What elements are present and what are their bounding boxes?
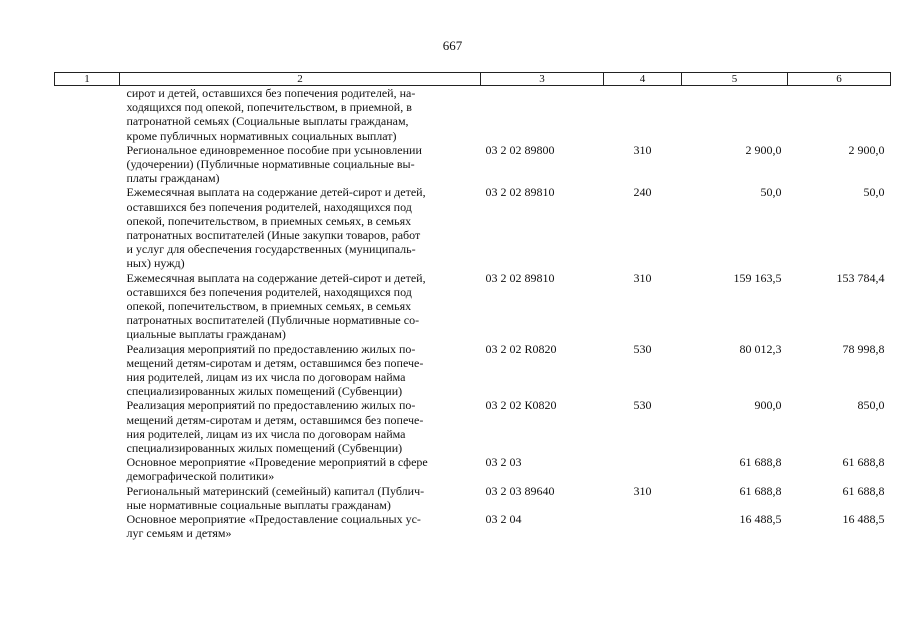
table-body — [55, 86, 891, 541]
cell-amount-year-2: 2 900,0 — [848, 142, 885, 157]
cell-amount-year-2: 78 998,8 — [842, 341, 885, 356]
name-line: Региональное единовременное пособие при усыновлении — [126, 142, 422, 157]
cell-name — [120, 86, 481, 143]
cell-target-article-code: 03 2 02 К0820 — [485, 398, 557, 413]
table-row — [55, 342, 891, 399]
cell-expense-type-code: 310 — [633, 483, 652, 498]
cell-name — [120, 271, 481, 342]
cell-col-1 — [55, 143, 120, 186]
name-line: и услуг для обеспечения государственных (муниципаль- — [126, 242, 416, 257]
cell-name — [120, 484, 481, 512]
cell-name — [120, 512, 481, 540]
cell-amount-year-2: 16 488,5 — [842, 512, 885, 527]
cell-expense-type-code — [604, 455, 682, 483]
cell-expense-type-code: 530 — [633, 341, 652, 356]
cell-amount-year-1 — [682, 86, 788, 143]
name-line: луг семьям и детям» — [126, 526, 232, 541]
cell-amount-year-1: 61 688,8 — [739, 455, 782, 470]
cell-expense-type-code: 240 — [633, 185, 652, 200]
header-col-2: 2 — [120, 73, 481, 86]
cell-target-article-code: 03 2 04 — [485, 512, 522, 527]
name-line: Реализация мероприятий по предоставлению жилых по- — [126, 398, 416, 413]
cell-amount-year-2: 61 688,8 — [842, 483, 885, 498]
cell-col-1 — [55, 484, 120, 512]
cell-amount-year-2: 850,0 — [857, 398, 885, 413]
cell-target-article-code: 03 2 02 89810 — [485, 185, 555, 200]
table-row — [55, 271, 891, 342]
cell-target-article-code: 03 2 03 89640 — [485, 483, 555, 498]
cell-target-article-code: 03 2 02 89800 — [485, 142, 555, 157]
name-line: специализированных жилых помещений (Субвенции) — [126, 384, 403, 399]
cell-expense-type-code: 310 — [633, 270, 652, 285]
table-row — [55, 185, 891, 270]
name-line: ных) нужд) — [126, 256, 185, 271]
cell-col-1 — [55, 342, 120, 399]
name-line: опекой, попечительством, в приемных семьях, в семьях — [126, 213, 412, 228]
name-line: ния родителей, лицам из их числа по договорам найма — [126, 370, 406, 385]
name-line: патронатной семьях (Социальные выплаты гражданам, — [126, 114, 409, 129]
cell-name — [120, 455, 481, 483]
header-col-1: 1 — [55, 73, 120, 86]
cell-col-1 — [55, 512, 120, 540]
cell-amount-year-1: 900,0 — [754, 398, 782, 413]
cell-col-1 — [55, 455, 120, 483]
cell-expense-type-code — [604, 512, 682, 540]
page-number: 667 — [442, 38, 463, 53]
cell-amount-year-2 — [788, 86, 891, 143]
name-line: кроме публичных нормативных социальных выплат) — [126, 128, 397, 143]
cell-amount-year-1: 16 488,5 — [739, 512, 782, 527]
name-line: мещений детям-сиротам и детям, оставшимся без попече- — [126, 355, 424, 370]
header-col-5: 5 — [682, 73, 788, 86]
table-row — [55, 398, 891, 455]
table-row — [55, 143, 891, 186]
cell-name — [120, 398, 481, 455]
cell-target-article-code: 03 2 02 89810 — [485, 270, 555, 285]
name-line: оставшихся без попечения родителей, находящихся под — [126, 199, 412, 214]
table-header — [55, 73, 891, 86]
cell-col-1 — [55, 271, 120, 342]
cell-amount-year-1: 2 900,0 — [745, 142, 782, 157]
cell-expense-type-code: 530 — [633, 398, 652, 413]
cell-target-article-code: 03 2 03 — [485, 455, 522, 470]
name-line: патронатных воспитателей (Иные закупки товаров, работ — [126, 228, 421, 243]
cell-expense-type-code: 310 — [633, 142, 652, 157]
name-line: ходящихся под опекой, попечительством, в приемной, в — [126, 100, 412, 115]
table-row — [55, 455, 891, 483]
cell-amount-year-1: 50,0 — [760, 185, 782, 200]
name-line: мещений детям-сиротам и детям, оставшимся без попече- — [126, 412, 424, 427]
cell-expense-type-code — [604, 86, 682, 143]
name-line: циальные выплаты гражданам) — [126, 327, 286, 342]
table-row — [55, 512, 891, 540]
cell-amount-year-1: 80 012,3 — [739, 341, 782, 356]
cell-col-1 — [55, 398, 120, 455]
name-line: Реализация мероприятий по предоставлению жилых по- — [126, 341, 416, 356]
cell-name — [120, 342, 481, 399]
name-line: Ежемесячная выплата на содержание детей-сирот и детей, — [126, 270, 426, 285]
budget-table — [54, 72, 891, 541]
name-line: сирот и детей, оставшихся без попечения родителей, на- — [126, 86, 416, 100]
cell-col-1 — [55, 86, 120, 143]
cell-amount-year-1: 61 688,8 — [739, 483, 782, 498]
name-line: Основное мероприятие «Предоставление социальных ус- — [126, 512, 421, 527]
name-line: ные нормативные социальные выплаты гражданам) — [126, 497, 391, 512]
header-col-3: 3 — [481, 73, 604, 86]
name-line: специализированных жилых помещений (Субвенции) — [126, 441, 403, 456]
name-line: оставшихся без попечения родителей, находящихся под — [126, 284, 412, 299]
name-line: опекой, попечительством, в приемных семьях, в семьях — [126, 299, 412, 314]
name-line: Ежемесячная выплата на содержание детей-сирот и детей, — [126, 185, 426, 200]
name-line: ния родителей, лицам из их числа по договорам найма — [126, 426, 406, 441]
name-line: демографической политики» — [126, 469, 275, 484]
header-col-6: 6 — [788, 73, 891, 86]
table-row — [55, 86, 891, 143]
cell-target-article-code — [481, 86, 604, 143]
name-line: Основное мероприятие «Проведение мероприятий в сфере — [126, 455, 428, 470]
cell-amount-year-2: 153 784,4 — [836, 270, 885, 285]
cell-target-article-code: 03 2 02 R0820 — [485, 341, 557, 356]
name-line: платы гражданам) — [126, 171, 220, 186]
cell-name — [120, 143, 481, 186]
name-line: патронатных воспитателей (Публичные нормативные со- — [126, 313, 420, 328]
cell-col-1 — [55, 185, 120, 270]
cell-amount-year-2: 50,0 — [863, 185, 885, 200]
header-col-4: 4 — [604, 73, 682, 86]
cell-amount-year-1: 159 163,5 — [733, 270, 782, 285]
cell-amount-year-2: 61 688,8 — [842, 455, 885, 470]
table-row — [55, 484, 891, 512]
name-line: Региональный материнский (семейный) капитал (Публич- — [126, 483, 425, 498]
cell-name — [120, 185, 481, 270]
name-line: (удочерении) (Публичные нормативные социальные вы- — [126, 157, 415, 172]
header-row — [55, 73, 891, 86]
